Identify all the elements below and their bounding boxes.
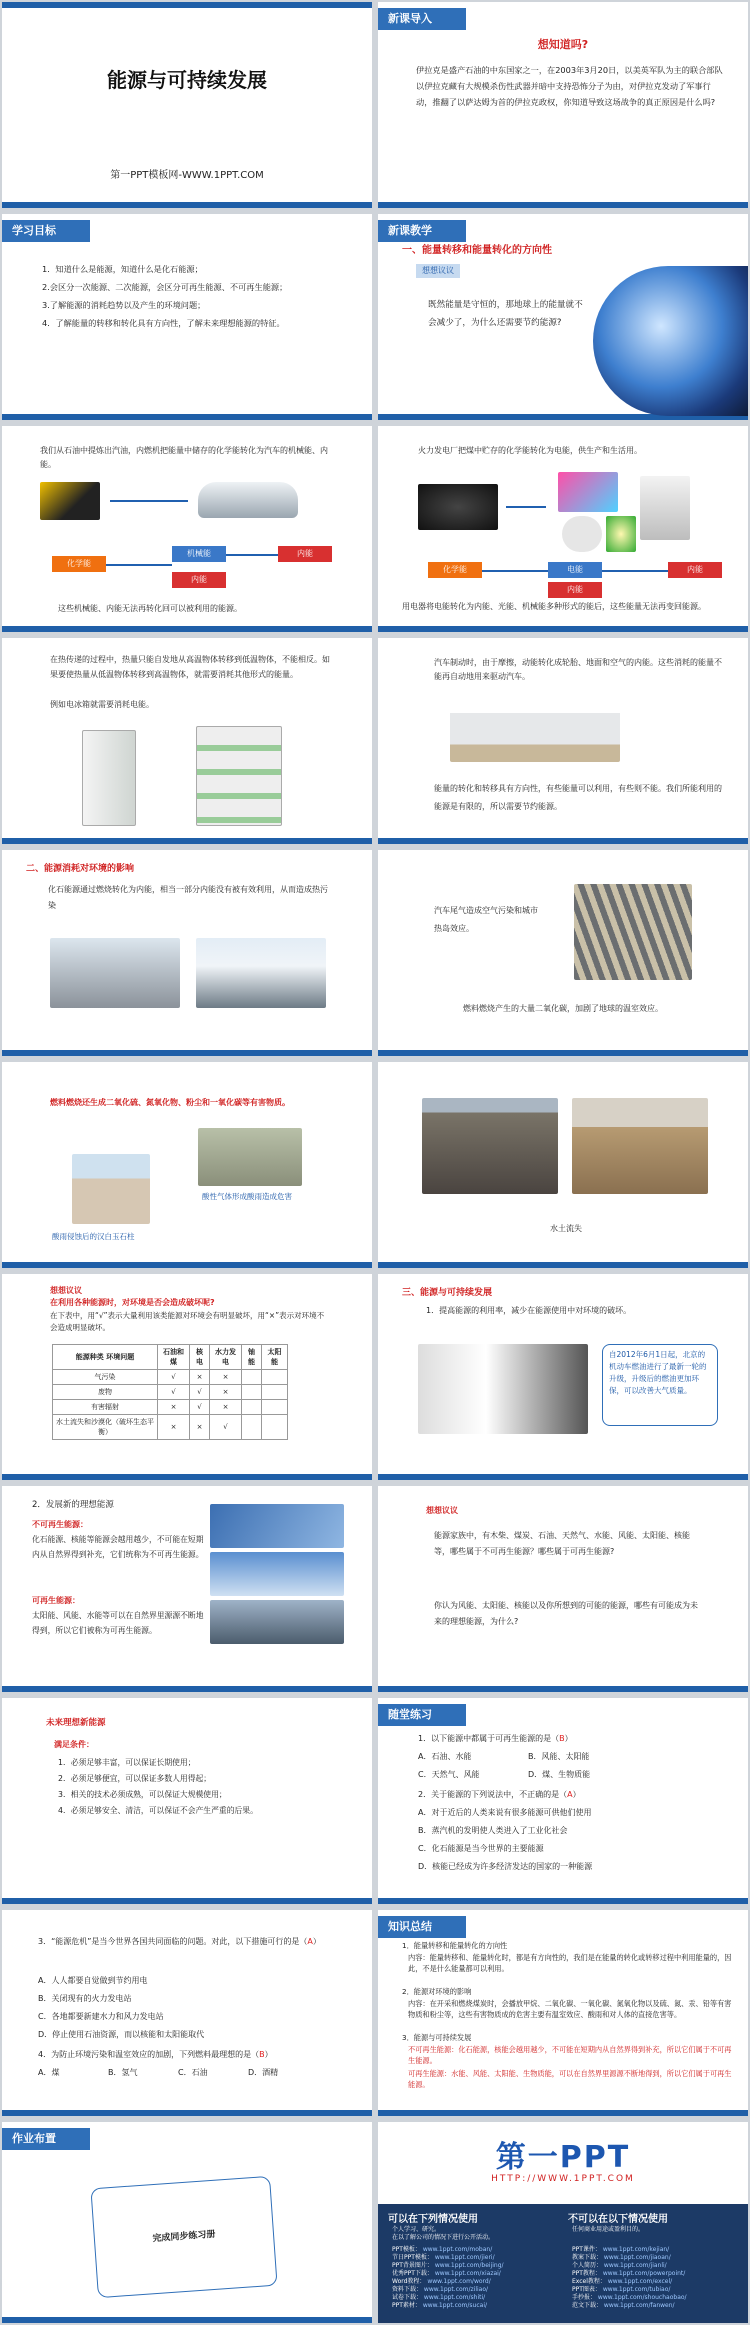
question-end: ）	[572, 1790, 581, 1799]
slide-homework[interactable]	[2, 2122, 372, 2323]
fuel-pump-image	[418, 1344, 588, 1434]
option: B．风能、太阳能	[528, 1752, 590, 1761]
oil-barrel-image	[40, 482, 100, 520]
section-header: 知识总结	[378, 1916, 466, 1938]
slide-credits[interactable]	[378, 2122, 748, 2323]
slide-border	[2, 1898, 372, 1904]
allowed-item: 在以了解公司的情况下进行公开活动。	[392, 2234, 495, 2241]
allowed-item: 个人学习、研究。	[392, 2226, 441, 2233]
option: C．石油	[178, 2068, 208, 2077]
table-row	[53, 1415, 288, 1440]
slide-text: 你认为风能、太阳能、核能以及你所想到的可能的能源，哪些有可能成为未来的理想能源，为什么?	[434, 1601, 698, 1626]
slide-border	[2, 2, 372, 8]
section-title: 未来理想新能源	[46, 1718, 106, 1728]
stone-pillar-image	[72, 1154, 150, 1224]
table-header-cell: 太阳能	[262, 1345, 288, 1370]
resource-links	[572, 2246, 742, 2310]
brand-url[interactable]: HTTP://WWW.1PPT.COM	[491, 2174, 635, 2184]
arrow-icon	[506, 506, 546, 508]
resource-link[interactable]: PPT模板： www.1ppt.com/moban/	[392, 2246, 493, 2253]
slide-footnote: 用电器将电能转化为内能、光能、机械能多种形式的能后，这些能量无法再变回能源。	[402, 602, 706, 611]
slide-traffic[interactable]	[378, 850, 748, 1056]
slide-heat-transfer[interactable]	[2, 638, 372, 844]
slide-border	[2, 1262, 372, 1268]
fan-image	[562, 516, 602, 552]
discuss-tag: 想想议议	[426, 1506, 458, 1515]
slide-text: 化石能源通过燃烧转化为内能，相当一部分内能没有被有效利用，从而造成热污染	[48, 885, 328, 910]
acid-rain-image	[198, 1128, 302, 1186]
resource-link[interactable]: 范文下载： www.1ppt.com/fanwen/	[572, 2302, 675, 2309]
arrow-icon	[226, 554, 278, 556]
summary-line: 不可再生能源：化石能源，核能会越用越少，不可能在短期内从自然界得到补充，所以它们属于不可再生能源。	[408, 2045, 732, 2065]
slide-heading: 2．发展新的理想能源	[32, 1500, 114, 1510]
table-cell	[242, 1415, 262, 1440]
forbidden-heading: 不可以在以下情况使用	[568, 2214, 668, 2225]
section-header: 随堂练习	[378, 1704, 466, 1726]
section-header: 新课教学	[378, 220, 466, 242]
option: D．核能已经成为许多经济发达的国家的一种能源	[418, 1862, 593, 1871]
summary-line: 2．能源对环境的影响	[402, 1987, 472, 1996]
washer-image	[640, 476, 690, 540]
braking-car-image	[450, 692, 620, 762]
slide-border	[2, 1050, 372, 1056]
discuss-tag: 想想议议	[50, 1286, 82, 1295]
option: D．煤、生物质能	[528, 1770, 591, 1779]
slide-environment[interactable]	[2, 850, 372, 1056]
condition-item: 4．必须足够安全、清洁，可以保证不会产生严重的后果。	[58, 1806, 258, 1815]
fridge-open-image	[196, 726, 282, 826]
table-cell: 水土流失和沙漠化（破坏生态平衡）	[53, 1415, 158, 1440]
environment-table	[52, 1344, 288, 1440]
slide-text: 火力发电厂把煤中贮存的化学能转化为电能，供生产和生活用。	[418, 446, 642, 455]
energy-box-chemical: 化学能	[52, 556, 106, 572]
slide-border	[378, 202, 748, 208]
table-cell: 废物	[53, 1385, 158, 1400]
slide-erosion[interactable]	[378, 1062, 748, 1268]
option: D．酒精	[248, 2068, 279, 2077]
energy-box-heat: 内能	[278, 546, 332, 562]
table-cell: √	[190, 1400, 210, 1415]
table-cell	[242, 1385, 262, 1400]
slide-text: 汽车尾气造成空气污染和城市热岛效应。	[434, 906, 538, 933]
slide-border	[2, 2110, 372, 2116]
slide-goals[interactable]	[2, 214, 372, 420]
table-header	[53, 1345, 288, 1370]
desert-image	[572, 1098, 708, 1194]
traffic-jam-image	[574, 884, 692, 980]
energy-box-mechanical: 机械能	[172, 546, 226, 562]
option: A．人人都要自觉做到节约用电	[38, 1976, 148, 1985]
option: D．停止使用石油资源，而以核能和太阳能取代	[38, 2030, 205, 2039]
arrow-icon	[106, 564, 172, 566]
table-header-cell: 核电	[190, 1345, 210, 1370]
option: B．氢气	[108, 2068, 138, 2077]
slide-text: 我们从石油中提炼出汽油，内燃机把能量中储存的化学能转化为汽车的机械能、内能。	[40, 446, 328, 469]
car-image	[198, 482, 298, 518]
answer: B	[559, 1734, 565, 1743]
section-title: 三、能源与可持续发展	[402, 1288, 493, 1298]
homework-card[interactable]	[90, 2176, 277, 2298]
slide-discussion-table[interactable]	[2, 1274, 372, 1480]
energy-box-electric: 电能	[548, 562, 602, 578]
goal-item: 1．知道什么是能源，知道什么是化石能源；	[42, 264, 203, 274]
summary-line: 3．能源与可持续发展	[402, 2033, 472, 2042]
resource-link[interactable]: PPT图表： www.1ppt.com/tubiao/	[572, 2286, 671, 2293]
table-cell: √	[190, 1385, 210, 1400]
table-cell: ×	[190, 1370, 210, 1385]
question	[38, 2048, 273, 2062]
energy-box-heat: 内能	[548, 582, 602, 598]
slide-lesson-direction[interactable]	[378, 214, 748, 420]
table-cell: √	[158, 1370, 190, 1385]
condition-item: 1．必须足够丰富，可以保证长期使用；	[58, 1758, 196, 1767]
slide-sustainability[interactable]	[378, 1274, 748, 1480]
dam-image	[210, 1600, 344, 1644]
brand-banner	[378, 2122, 748, 2204]
condition-item: 2．必须足够便宜，可以保证多数人用得起；	[58, 1774, 212, 1783]
slide-border	[378, 2110, 748, 2116]
table-header-cell: 铀能	[242, 1345, 262, 1370]
coal-image	[418, 484, 498, 530]
question-text: 3．“能源危机”是当今世界各国共同面临的问题。对此，以下措施可行的是（	[38, 1937, 308, 1946]
table-cell: ×	[210, 1385, 242, 1400]
energy-box-heat: 内能	[172, 572, 226, 588]
slide-border	[2, 202, 372, 208]
brand-logo: 第一PPT	[495, 2140, 631, 2175]
table-header-cell: 石油和煤	[158, 1345, 190, 1370]
question-end: ）	[312, 1937, 321, 1946]
table-cell	[262, 1385, 288, 1400]
summary-line: 1．能量转移和能量转化的方向性	[402, 1941, 508, 1950]
answer: A	[567, 1790, 573, 1799]
option: A．对于近后的人类来说有很多能源可供他们使用	[418, 1808, 592, 1817]
slide-footnote: 这些机械能、内能无法再转化回可以被利用的能源。	[58, 604, 242, 613]
factory-smoke-image	[50, 938, 180, 1008]
table-cell: ×	[190, 1415, 210, 1440]
slide-border	[2, 626, 372, 632]
slide-practice-2[interactable]	[2, 1910, 372, 2116]
table-cell: ×	[210, 1400, 242, 1415]
option: C．化石能源是当今世界的主要能源	[418, 1844, 544, 1853]
table-cell	[262, 1400, 288, 1415]
answer: B	[259, 2050, 265, 2059]
table-row	[53, 1400, 288, 1415]
section-title: 一、能量转移和能量转化的方向性	[402, 245, 552, 256]
slide-summary[interactable]	[378, 1910, 748, 2116]
slide-border	[2, 414, 372, 420]
goal-item: 2.会区分一次能源、二次能源，会区分可再生能源、不可再生能源；	[42, 282, 288, 292]
slide-border	[2, 1686, 372, 1692]
lamp-image	[606, 516, 636, 552]
slide-braking[interactable]	[378, 638, 748, 844]
resource-link[interactable]: Word教程： www.1ppt.com/word/	[392, 2278, 491, 2285]
question-end: ）	[564, 1734, 573, 1743]
slide-new-energy[interactable]	[2, 1486, 372, 1692]
table-cell: ×	[210, 1370, 242, 1385]
image-caption: 水土流失	[550, 1224, 582, 1233]
table-cell: ×	[158, 1415, 190, 1440]
slide-intro[interactable]	[378, 2, 748, 208]
table-row	[53, 1370, 288, 1385]
forbidden-item: 任何商业用途或盈利目的。	[572, 2226, 645, 2233]
slide-border	[378, 1050, 748, 1056]
question-text: 2．关于能源的下列说法中，不正确的是（	[418, 1790, 568, 1799]
section-title: 二、能源消耗对环境的影响	[26, 864, 135, 874]
wind-turbine-image	[210, 1552, 344, 1596]
discussion-desc: 在下表中，用“√”表示大量利用该类能源对环境会有明显破坏，用“×”表示对环境不会造成明显破坏。	[50, 1311, 325, 1332]
slide-border	[378, 1474, 748, 1480]
image-caption: 酸雨侵蚀后的汉白玉石柱	[52, 1232, 135, 1241]
resource-link[interactable]: 手抄报： www.1ppt.com/shouchaobao/	[572, 2294, 687, 2301]
slide-discuss-future[interactable]	[378, 1486, 748, 1692]
table-cell: √	[210, 1415, 242, 1440]
resource-link[interactable]: PPT课件： www.1ppt.com/kejian/	[572, 2246, 670, 2253]
question-text: 4．为防止环境污染和温室效应的加剧，下列燃料最理想的是（	[38, 2050, 260, 2059]
question	[418, 1788, 581, 1802]
table-body	[53, 1370, 288, 1440]
question	[418, 1732, 573, 1746]
slide-border	[2, 2317, 372, 2323]
question-text: 1．以下能源中都属于可再生能源的是（	[418, 1734, 560, 1743]
subheading: 可再生能源：	[32, 1596, 80, 1605]
earth-image	[593, 266, 748, 416]
answer: A	[307, 1937, 313, 1946]
question-end: ）	[264, 2050, 273, 2059]
resource-link[interactable]: Excel教程： www.1ppt.com/excel/	[572, 2278, 673, 2285]
page-title: 能源与可持续发展	[107, 68, 267, 92]
definition-text: 太阳能、风能、水能等可以在自然界里源源不断地得到，所以它们被称为可再生能源。	[32, 1611, 204, 1635]
option: C．各地都要新建水力和风力发电站	[38, 2012, 164, 2021]
resource-link[interactable]: 节日PPT模板： www.1ppt.com/jieri/	[392, 2254, 495, 2261]
discuss-tag: 想想议议	[416, 264, 460, 278]
allowed-heading: 可以在下列情况使用	[388, 2214, 478, 2225]
goal-item: 4．了解能量的转移和转化具有方向性，了解未来理想能源的特征。	[42, 318, 285, 328]
option: A．煤	[38, 2068, 60, 2077]
summary-line: 可再生能源：水能、风能、太阳能、生物质能，可以在自然界里源源不断地得到，所以它们属于可再生能源。	[408, 2069, 732, 2089]
solar-panel-image	[210, 1504, 344, 1548]
image-caption: 酸性气体形成酸雨造成危害	[202, 1192, 292, 1201]
warning-text: 燃料燃烧还生成二氧化硫、氮氧化物、粉尘和一氧化碳等有害物质。	[50, 1098, 290, 1107]
question-text: 既然能量是守恒的，那地球上的能量就不会减少了，为什么还需要节约能源?	[428, 300, 583, 328]
slide-text: 汽车制动时，由于摩擦，动能转化成轮胎、地面和空气的内能。这些消耗的能量不能再自动地用来驱动汽车。	[434, 658, 722, 681]
slide-car-energy[interactable]	[2, 426, 372, 632]
slide-border	[378, 626, 748, 632]
table-cell: √	[158, 1385, 190, 1400]
resource-link[interactable]: 试卷下载： www.1ppt.com/shiti/	[392, 2294, 486, 2301]
option: B．关闭现有的火力发电站	[38, 1994, 132, 2003]
discussion-question: 在利用各种能源时，对环境是否会造成破坏呢?	[50, 1298, 215, 1307]
slide-border	[378, 838, 748, 844]
summary-line: 内容：能量转移和、能量转化时，都是有方向性的，我们是在能量的转化或转移过程中利用能量的，因此，不是什么能量都可以利用。	[408, 1953, 732, 1973]
tv-image	[558, 472, 618, 512]
resource-link[interactable]: 优秀PPT下载： www.1ppt.com/xiazai/	[392, 2270, 501, 2277]
resource-link[interactable]: PPT背景图片： www.1ppt.com/beijing/	[392, 2262, 504, 2269]
section-header: 学习目标	[2, 220, 90, 242]
resource-link[interactable]: PPT素材： www.1ppt.com/sucai/	[392, 2302, 488, 2309]
cooling-tower-image	[196, 938, 326, 1008]
table-cell: 气污染	[53, 1370, 158, 1385]
page-subtitle: 第一PPT模板网-WWW.1PPT.COM	[110, 170, 264, 181]
intro-body: 伊拉克是盛产石油的中东国家之一，在2003年3月20日，以美英军队为主的联合部队以伊拉克藏有大规模杀伤性武器并暗中支持恐怖分子为由，对伊拉克发动了军事行动，推翻了以萨达姆为首的伊拉克政权，你知道导致这场战争的真正原因是什么吗?	[416, 65, 723, 107]
slide-acid-rain[interactable]	[2, 1062, 372, 1268]
homework-text: 完成同步练习册	[152, 2229, 216, 2245]
subheading: 满足条件：	[54, 1740, 94, 1749]
slide-border	[378, 1262, 748, 1268]
slide-border	[2, 838, 372, 844]
table-cell: 有害辐射	[53, 1400, 158, 1415]
slide-text: 在热传递的过程中，热量只能自发地从高温物体转移到低温物体，不能相反。如果要使热量从低温物体转移到高温物体，就需要消耗其他形式的能量。	[50, 655, 330, 679]
table-cell	[262, 1370, 288, 1385]
table-cell	[242, 1400, 262, 1415]
option: A．石油、水能	[418, 1752, 472, 1761]
slide-text: 1．提高能源的利用率，减少在能源使用中对环境的破坏。	[426, 1306, 632, 1315]
arrow-icon	[110, 500, 188, 502]
slide-border	[2, 1474, 372, 1480]
table-header-cell: 水力发电	[210, 1345, 242, 1370]
slide-footnote: 能量的转化和转移具有方向性，有些能量可以利用，有些则不能。我们所能利用的能源是有限的，所以需要节约能源。	[434, 784, 722, 811]
definition-text: 化石能源、核能等能源会越用越少，不可能在短期内从自然界得到补充，它们统称为不可再生能源。	[32, 1535, 204, 1559]
section-header: 新课导入	[378, 8, 466, 30]
eroded-land-image	[422, 1098, 558, 1194]
resource-links	[392, 2246, 562, 2310]
slide-ideal-energy[interactable]	[2, 1698, 372, 1904]
energy-box-heat: 内能	[668, 562, 722, 578]
table-header-cell: 能源种类 环境问题	[53, 1345, 158, 1370]
resource-link[interactable]: PPT教程： www.1ppt.com/powerpoint/	[572, 2270, 686, 2277]
energy-box-chemical: 化学能	[428, 562, 482, 578]
slide-example: 例如电冰箱就需要消耗电能。	[50, 700, 154, 709]
slide-practice-1[interactable]	[378, 1698, 748, 1904]
option: B．蒸汽机的发明使人类进入了工业化社会	[418, 1826, 568, 1835]
intro-heading: 想知道吗?	[537, 38, 589, 51]
slide-border	[378, 1686, 748, 1692]
slide-border	[378, 1898, 748, 1904]
slide-power-plant[interactable]	[378, 426, 748, 632]
resource-link[interactable]: 资料下载： www.1ppt.com/ziliao/	[392, 2286, 489, 2293]
slide-title[interactable]	[2, 2, 372, 208]
arrow-icon	[482, 570, 548, 572]
condition-item: 3．相关的技术必须成熟，可以保证大规模使用；	[58, 1790, 227, 1799]
table-cell: ×	[158, 1400, 190, 1415]
arrow-icon	[602, 570, 668, 572]
subheading: 不可再生能源：	[32, 1520, 88, 1529]
table-cell	[242, 1370, 262, 1385]
resource-link[interactable]: 教案下载： www.1ppt.com/jiaoan/	[572, 2254, 671, 2261]
section-header: 作业布置	[2, 2128, 90, 2150]
fuel-note: 自2012年6月1日起，北京的机动车燃油进行了最新一轮的升级，升级后的燃油更加环保，可以改善大气质量。	[602, 1344, 718, 1426]
fridge-image	[82, 730, 136, 826]
option: C．天然气、风能	[418, 1770, 480, 1779]
question	[38, 1934, 338, 1950]
table-cell	[262, 1415, 288, 1440]
summary-line: 内容：在开采和燃烧煤炭时，会播放甲烷、二氧化碳、一氧化碳、氮氧化物以及硫、氮、汞、铅等有害物质和粉尘等，这些有害物质成的危害主要有温室效应、酸雨和对人体的直接危害等。	[408, 1999, 732, 2019]
table-row	[53, 1385, 288, 1400]
slide-text: 能源家族中，有木柴、煤炭、石油、天然气、水能、风能、太阳能、核能等，哪些属于不可再生能源？哪些属于可再生能源?	[434, 1531, 690, 1556]
resource-link[interactable]: 个人简历： www.1ppt.com/jianli/	[572, 2262, 667, 2269]
goal-item: 3.了解能源的消耗趋势以及产生的环境问题；	[42, 300, 206, 310]
slide-footnote: 燃料燃烧产生的大量二氧化碳，加剧了地球的温室效应。	[463, 1004, 663, 1013]
